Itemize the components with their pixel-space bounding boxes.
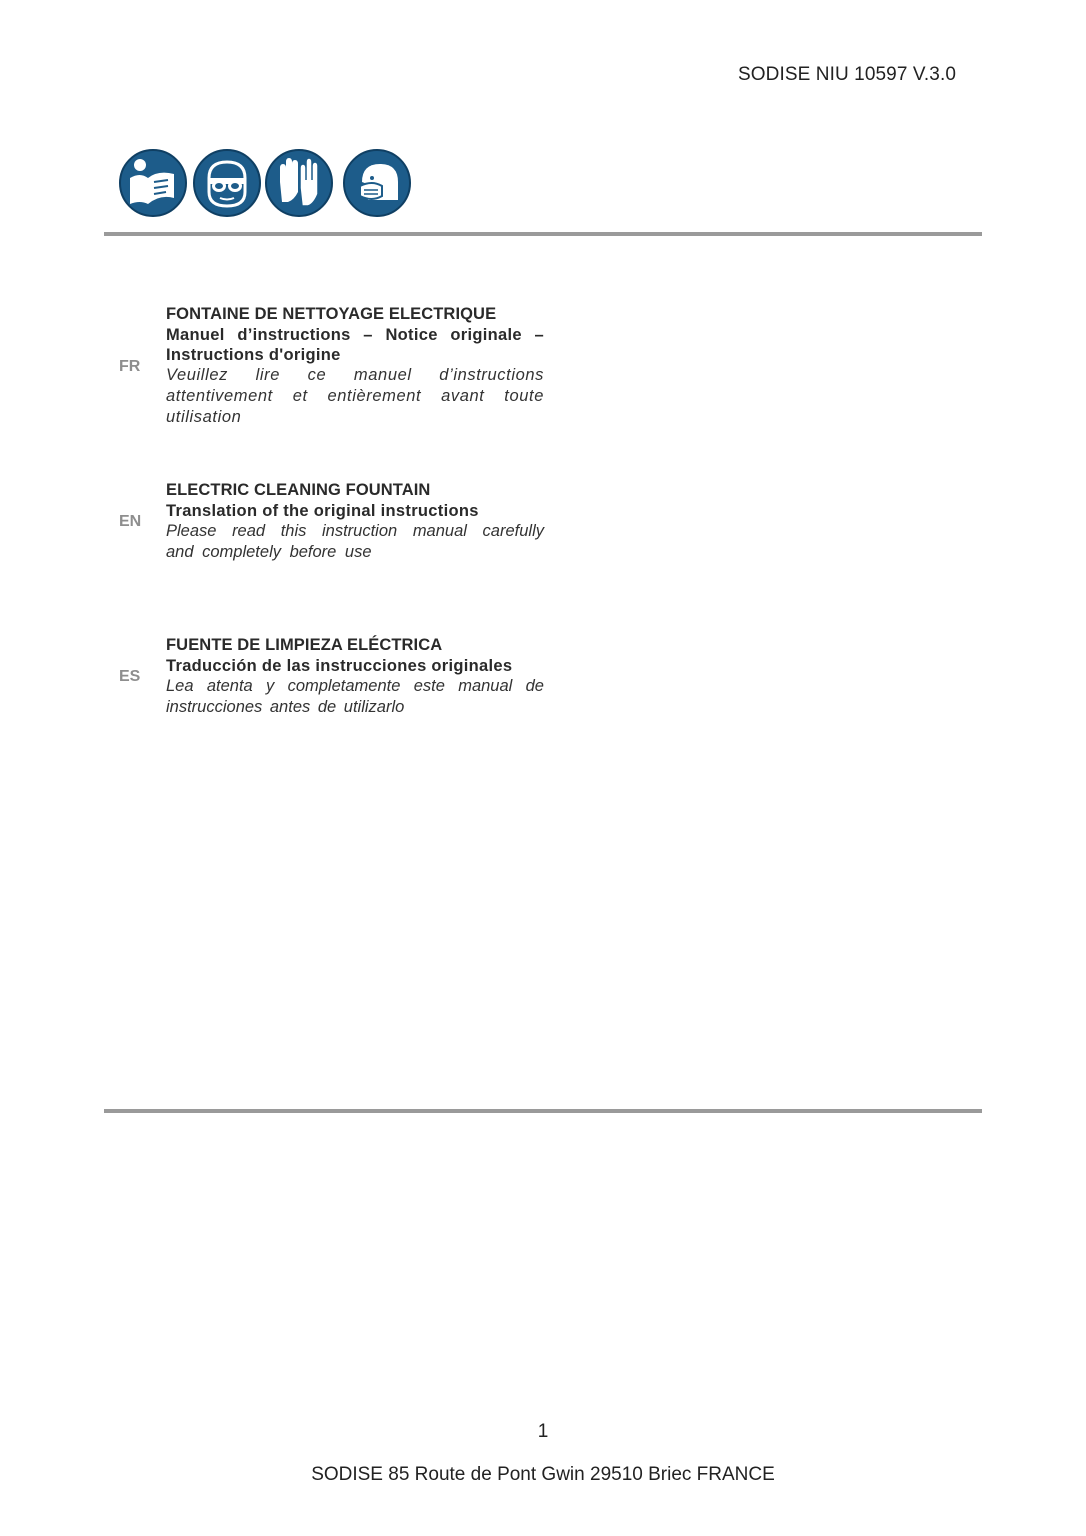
product-title: ELECTRIC CLEANING FOUNTAIN — [166, 481, 431, 499]
document-reference: SODISE NIU 10597 V.3.0 — [737, 64, 956, 85]
eye-protection-icon — [192, 148, 262, 218]
footer-address: SODISE 85 Route de Pont Gwin 29510 Briec FRANCE — [311, 1464, 775, 1485]
gloves-icon — [264, 148, 334, 218]
read-manual-icon — [118, 148, 188, 218]
language-code: ES — [119, 668, 141, 685]
bottom-divider — [104, 1109, 982, 1113]
language-code: FR — [119, 358, 141, 375]
product-title: FONTAINE DE NETTOYAGE ELECTRIQUE — [166, 305, 497, 323]
top-divider — [104, 232, 982, 236]
read-instruction-note: Lea atenta y completamente este manual de instrucciones antes de utilizarlo — [166, 677, 544, 716]
read-instruction-note: Veuillez lire ce manuel d’instructions attentivement et entièrement avant toute utilisation — [166, 366, 544, 426]
language-text — [166, 635, 544, 718]
manual-subtitle: Translation of the original instructions — [166, 502, 479, 520]
manual-subtitle: Manuel d’instructions – Notice originale – Instructions d'origine — [166, 326, 544, 364]
manual-subtitle: Traducción de las instrucciones originales — [166, 657, 513, 675]
read-instruction-note: Please read this instruction manual carefully and completely before use — [166, 522, 544, 561]
product-title: FUENTE DE LIMPIEZA ELÉCTRICA — [166, 636, 443, 654]
language-text — [166, 480, 544, 563]
language-code: EN — [119, 513, 142, 530]
mask-icon — [342, 148, 412, 218]
page-number: 1 — [537, 1421, 549, 1442]
language-text — [166, 304, 544, 428]
